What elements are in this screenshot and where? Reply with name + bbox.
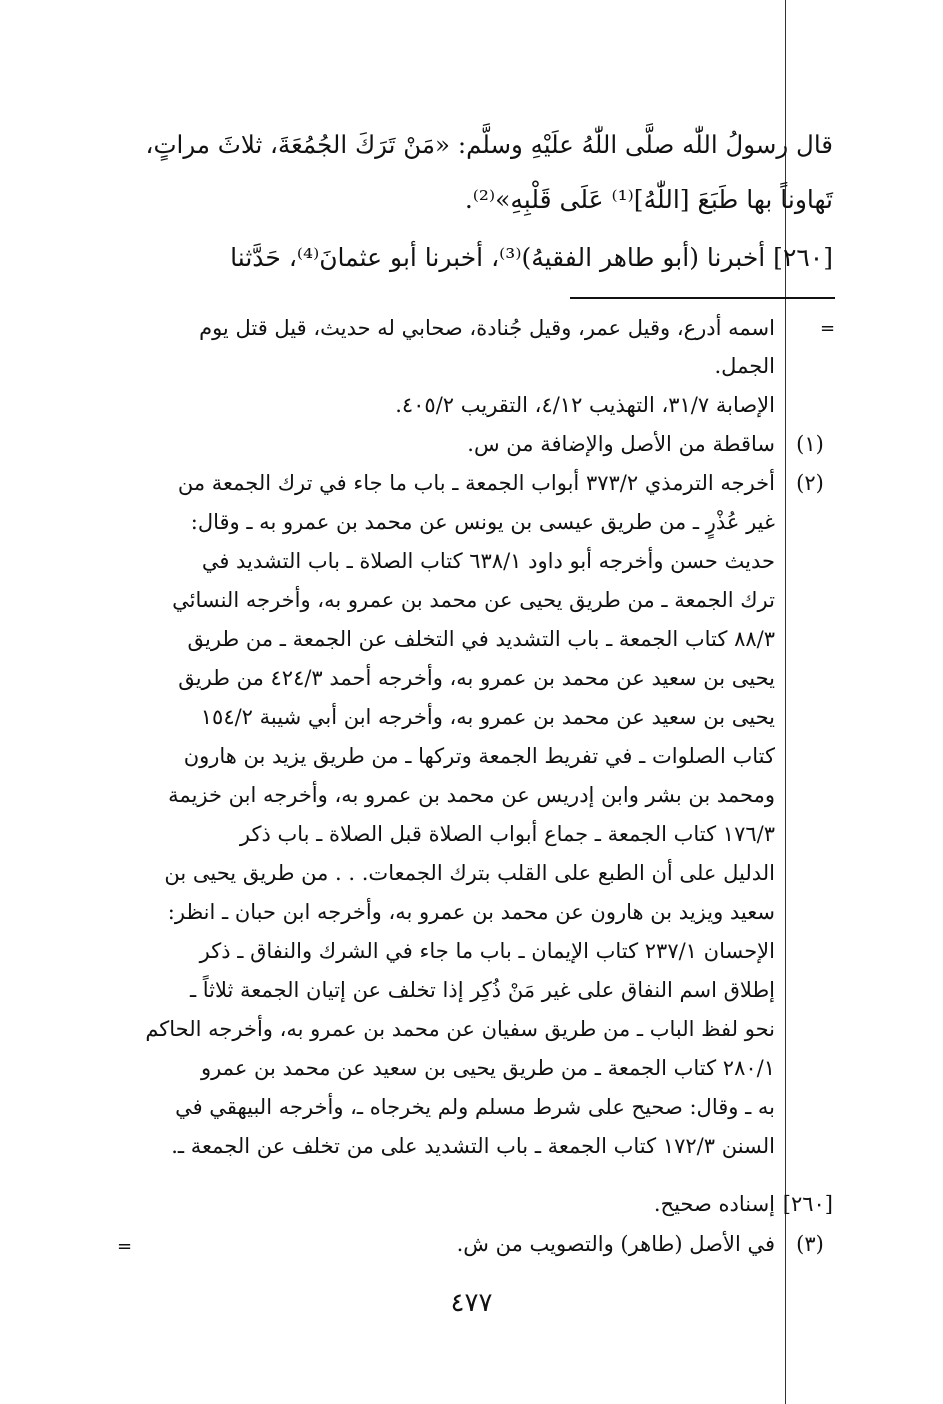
footnote-3-text: في الأصل (طاهر) والتصويب من ش. bbox=[456, 1232, 775, 1256]
note-260-text: إسناده صحيح. bbox=[653, 1192, 775, 1216]
main-text-line-1: قال رسولُ اللّٰه صلَّى اللّٰهُ علَيْهِ وسلَّم: «مَنْ تَرَكَ الجُمُعَةَ، ثلاثَ مراتٍ، bbox=[145, 130, 833, 159]
footnote-separator bbox=[570, 297, 835, 299]
footnote-2-line: غير عُذْرٍ ـ من طريق عيسى بن يونس عن محمد بن عمرو به ـ وقال: bbox=[190, 510, 775, 534]
footnote-2-line: ترك الجمعة ـ من طريق يحيى عن محمد بن عمرو به، وأخرجه النسائي bbox=[172, 588, 775, 612]
footnote-2-number: (٢) bbox=[796, 471, 824, 495]
footnote-2-line: يحيى بن سعيد عن محمد بن عمرو به، وأخرجه أحمد ٤٢٤/٣ من طريق bbox=[178, 666, 775, 690]
note-260-label: [٢٦٠] bbox=[782, 1192, 833, 1216]
footnote-2-line: يحيى بن سعيد عن محمد بن عمرو به، وأخرجه ابن أبي شيبة ١٥٤/٢ bbox=[200, 705, 775, 729]
footnote-2-line: ١٧٦/٣ كتاب الجمعة ـ جماع أبواب الصلاة قبل الصلاة ـ باب ذكر bbox=[239, 822, 775, 846]
footnote-continuation-line-2: الجمل. bbox=[714, 354, 775, 378]
footnote-2-line: ومحمد بن بشر وابن إدريس عن محمد بن عمرو به، وأخرجه ابن خزيمة bbox=[168, 783, 775, 807]
footnote-2-line: السنن ١٧٢/٣ كتاب الجمعة ـ باب التشديد على من تخلف عن الجمعة ـ. bbox=[171, 1134, 775, 1158]
page-number: ٤٧٧ bbox=[450, 1288, 493, 1318]
footnote-1-text: ساقطة من الأصل والإضافة من س. bbox=[467, 432, 775, 456]
footnote-continuation-line-1: اسمه أدرع، وقيل عمر، وقيل جُنادة، صحابي له حديث، قيل قتل يوم bbox=[199, 316, 775, 340]
main-text-line-2: تَهاوناً بها طَبَعَ [اللّٰهُ]⁽¹⁾ عَلَى قَلْبِهِ»⁽²⁾. bbox=[464, 185, 833, 214]
footnote-3-number: (٣) bbox=[796, 1232, 824, 1256]
footnote-2-line: سعيد ويزيد بن هارون عن محمد بن عمرو به، وأخرجه ابن حبان ـ انظر: bbox=[167, 900, 775, 924]
footnote-2-line: إطلاق اسم النفاق على غير مَنْ ذُكِر إذا تخلف عن إتيان الجمعة ثلاثاً ـ bbox=[189, 978, 775, 1002]
footnote-2-line: الدليل على أن الطبع على القلب بترك الجمعات. . . من طريق يحيى بن bbox=[164, 861, 775, 885]
footnote-continuation-line-3: الإصابة ٣١/٧، التهذيب ٤/١٢، التقريب ٤٠٥/٢. bbox=[395, 393, 775, 417]
main-text-line-3: [٢٦٠] أخبرنا (أبو طاهر الفقيهُ)⁽³⁾، أخبرنا أبو عثمانَ⁽⁴⁾، حَدَّثنا bbox=[230, 243, 833, 272]
footnote-2-line: حديث حسن وأخرجه أبو داود ٦٣٨/١ كتاب الصلاة ـ باب التشديد في bbox=[201, 549, 775, 573]
footnote-2-line: به ـ وقال: صحيح على شرط مسلم ولم يخرجاه ـ، وأخرجه البيهقي في bbox=[175, 1095, 775, 1119]
footnote-2-line: ٢٨٠/١ كتاب الجمعة ـ من طريق يحيى بن سعيد عن محمد بن عمرو bbox=[200, 1056, 775, 1080]
footnote-2-line: الإحسان ٢٣٧/١ كتاب الإيمان ـ باب ما جاء في الشرك والنفاق ـ ذكر bbox=[199, 939, 775, 963]
footnote-2-line: نحو لفظ الباب ـ من طريق سفيان عن محمد بن عمرو به، وأخرجه الحاكم bbox=[145, 1017, 775, 1041]
footnote-2-line: ٨٨/٣ كتاب الجمعة ـ باب التشديد في التخلف عن الجمعة ـ من طريق bbox=[187, 627, 775, 651]
continuation-mark: = bbox=[820, 318, 836, 339]
continuation-mark: = bbox=[117, 1236, 133, 1257]
footnote-2-line: كتاب الصلوات ـ في تفريط الجمعة وتركها ـ من طريق يزيد بن هارون bbox=[183, 744, 775, 768]
footnote-2-line: أخرجه الترمذي ٣٧٣/٢ أبواب الجمعة ـ باب ما جاء في ترك الجمعة من bbox=[177, 471, 775, 495]
footnote-1-number: (١) bbox=[796, 432, 824, 456]
